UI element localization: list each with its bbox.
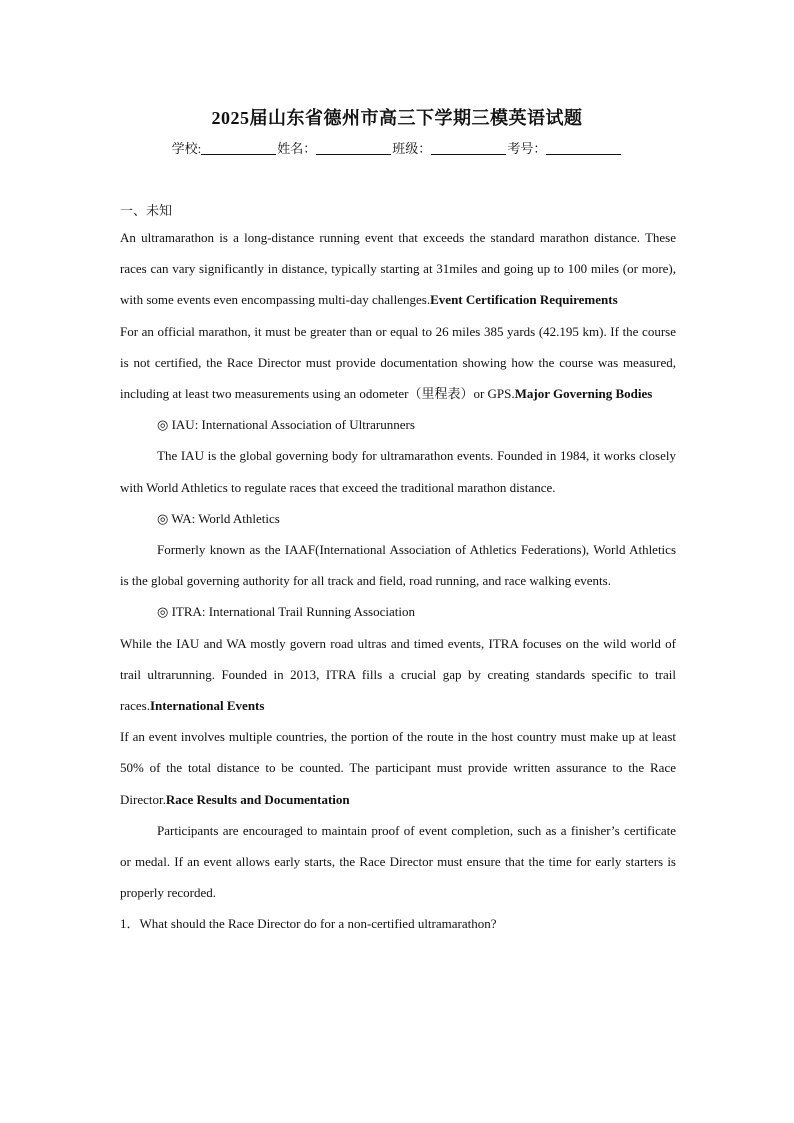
heading-race-results: Race Results and Documentation (165, 791, 350, 807)
name-blank[interactable] (316, 142, 391, 155)
name-label: 姓名： (277, 141, 317, 156)
heading-international-events: International Events (149, 698, 265, 714)
iau-heading: ◎ IAU: International Association of Ultrarunners (157, 417, 415, 433)
paragraph-international (120, 721, 676, 815)
paragraph-itra-text: While the IAU and WA mostly govern road ultras and timed events, ITRA focuses on the wild world of trail ultrarunning. Founded in 2013, ITRA fills a crucial gap by creating standards specific to trail races. (120, 635, 676, 714)
question-item (120, 908, 676, 939)
paragraph-results: Participants are encouraged to maintain proof of event completion, such as a finisher’s certificate or medal. If an event allows early starts, the Race Director must ensure that the time for early starters is properly recorded. (120, 822, 676, 901)
class-field (392, 138, 507, 157)
wa-heading: ◎ WA: World Athletics (157, 510, 280, 526)
exam-number-blank[interactable] (546, 142, 621, 155)
school-label: 学校: (171, 141, 202, 156)
school-blank[interactable] (201, 142, 276, 155)
heading-certification: Event Certification Requirements (430, 292, 618, 308)
paragraph-international-text: If an event involves multiple countries, the portion of the route in the host country must make up at least 50% of the total distance to be counted. The participant must provide written assurance to the Race Director. (120, 729, 676, 807)
wa-paragraph: Formerly known as the IAAF(International Association of Athletics Federations), World Athletics is the global governing authority for all track and field, road running, and race walking events. (120, 542, 676, 589)
question-number: 1． (120, 916, 140, 932)
iau-paragraph: The IAU is the global governing body for ultramarathon events. Founded in 1984, it works closely with World Athletics to regulate races that exceed the traditional marathon distance. (120, 448, 676, 495)
passage-body (120, 200, 676, 940)
exam-number-field (507, 138, 622, 157)
heading-governing-bodies: Major Governing Bodies (514, 386, 653, 402)
paragraph-intro-text: An ultramarathon is a long-distance running event that exceeds the standard marathon distance. These races can vary significantly in distance, typically starting at 31miles and going up to 100 miles (or more), with some events even encompassing multi-day challenges. (120, 230, 676, 308)
paragraph-certification-text: For an official marathon, it must be greater than or equal to 26 miles 385 yards (42.195 km). If the course is not certified, the Race Director must provide documentation showing how the course was measured, including at least two measurements using an odometer（里程表）or GPS. (120, 323, 676, 402)
name-field (277, 138, 392, 157)
paragraph-itra (120, 628, 676, 722)
itra-heading: ◎ ITRA: International Trail Running Association (157, 604, 415, 620)
question-text: What should the Race Director do for a non-certified ultramarathon? (139, 916, 497, 932)
exam-title: 2025届山东省德州市高三下学期三模英语试题 (211, 108, 583, 128)
exam-number-label: 考号： (507, 141, 547, 156)
section-heading: 一、未知 (120, 203, 173, 218)
paragraph-certification (120, 316, 676, 410)
class-blank[interactable] (431, 142, 506, 155)
student-info-line (0, 138, 794, 157)
paragraph-intro (120, 222, 676, 316)
class-label: 班级： (392, 141, 432, 156)
school-field (172, 138, 278, 157)
